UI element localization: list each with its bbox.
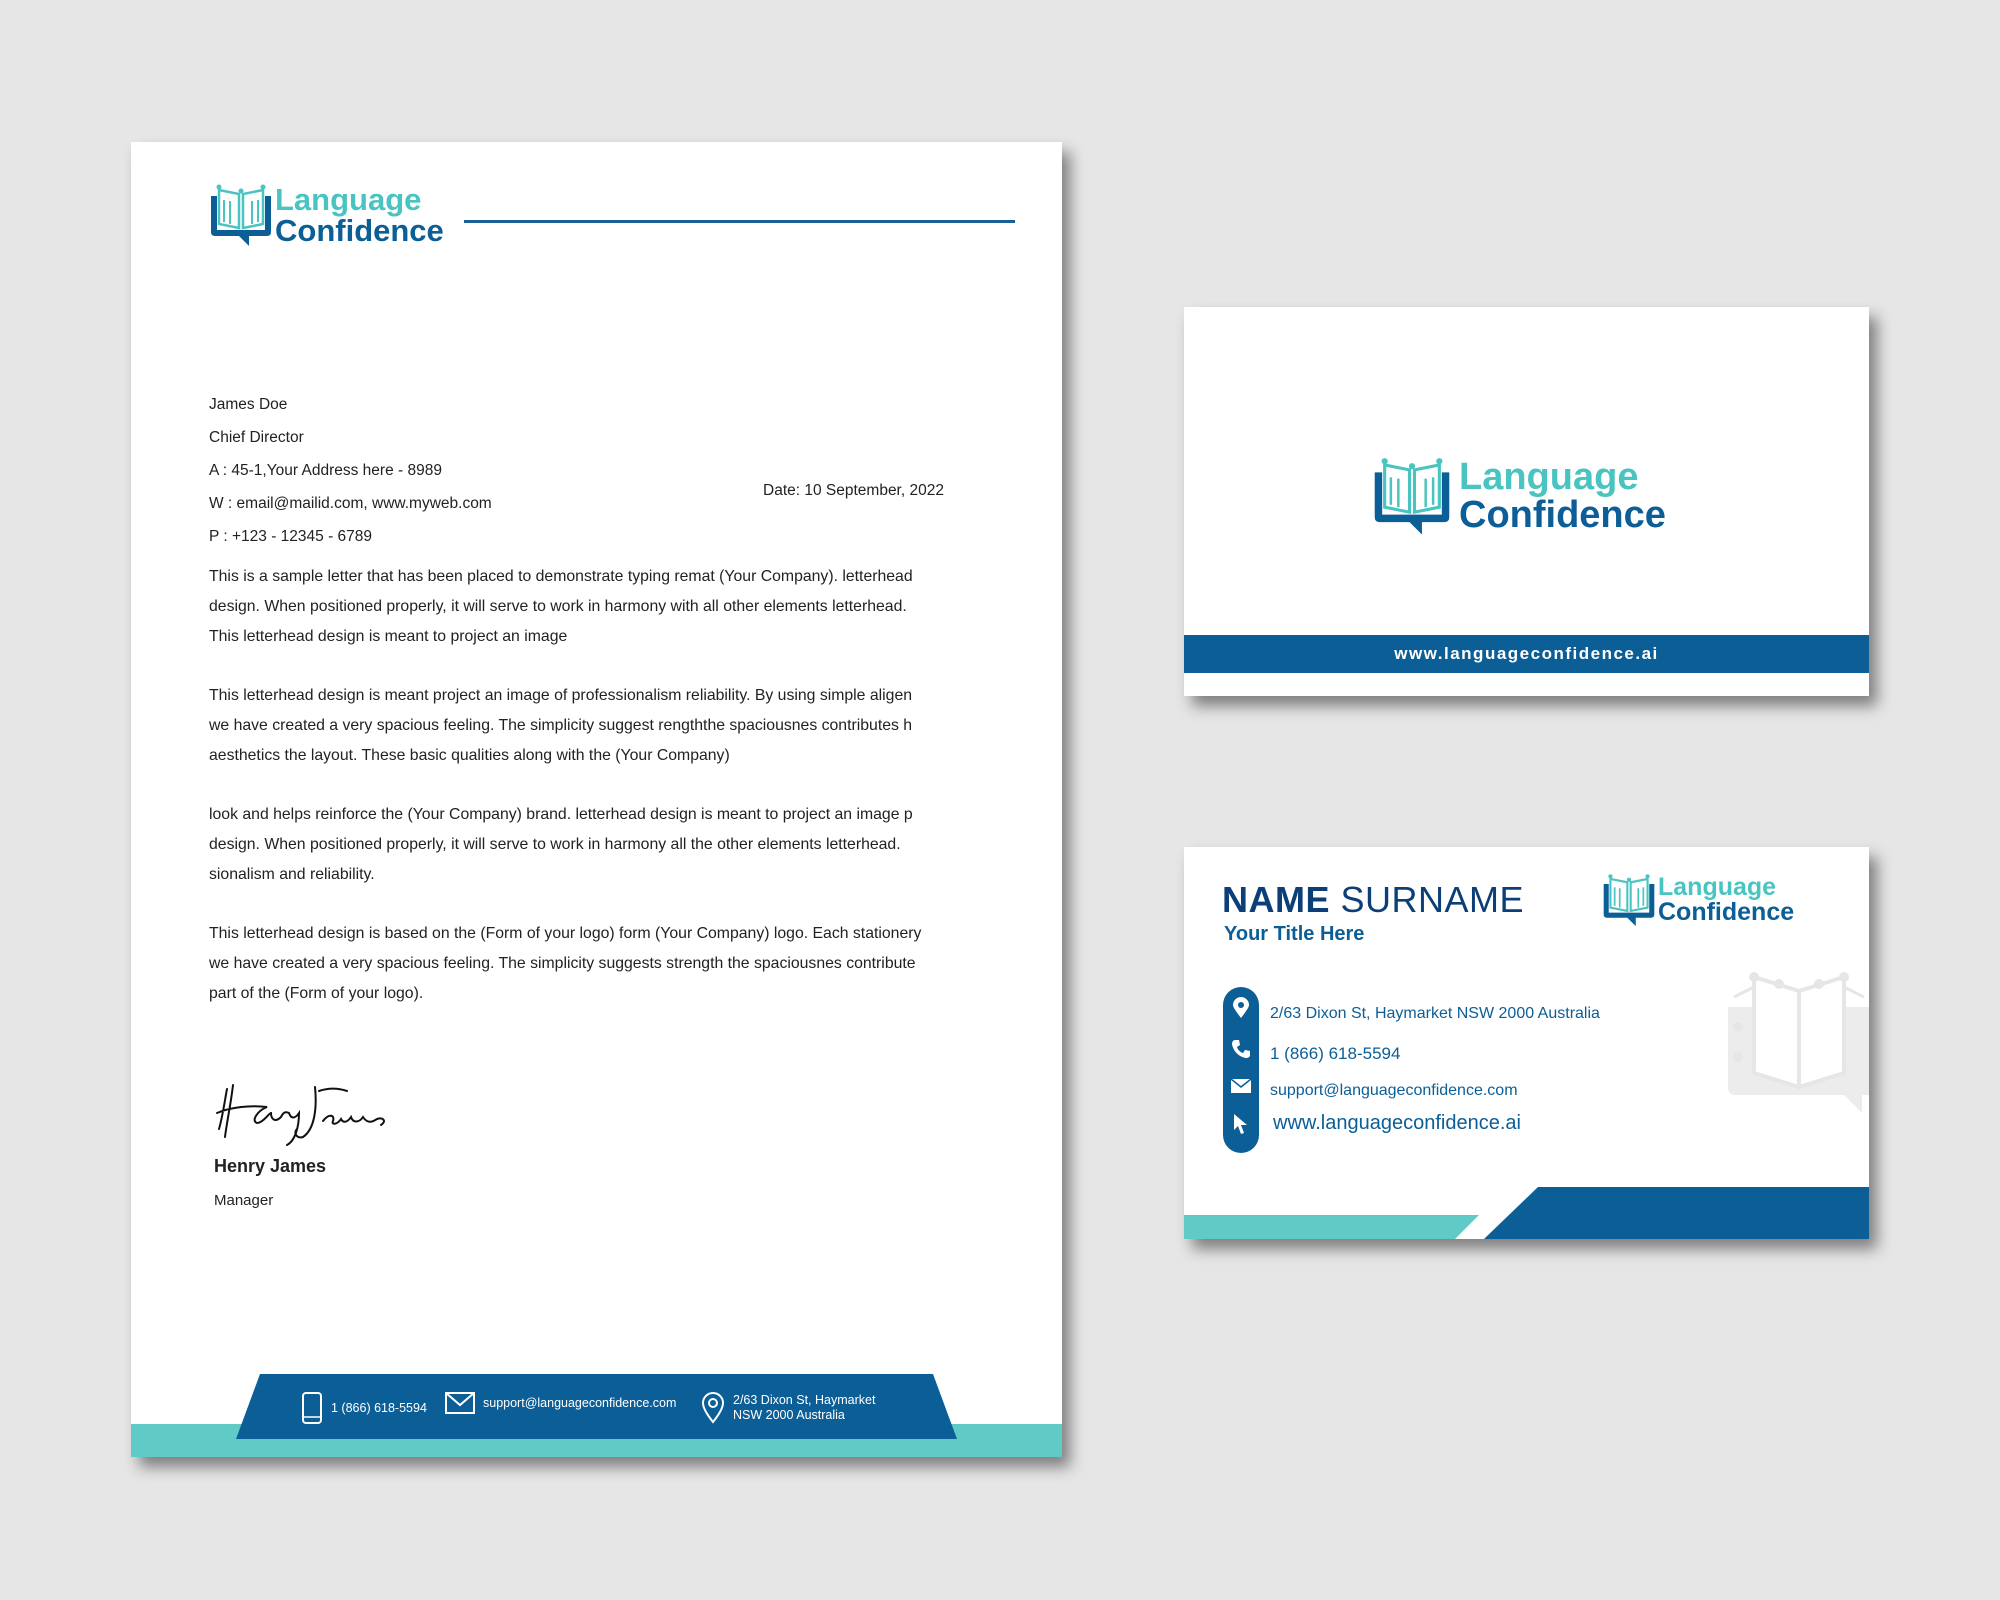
logo-word-language: Language <box>1459 456 1639 498</box>
business-card-back <box>1184 847 1869 1239</box>
footer-phone <box>301 1392 427 1424</box>
footer-phone-text: 1 (866) 618-5594 <box>331 1401 427 1415</box>
handwritten-signature <box>211 1077 401 1147</box>
card-email: support@languageconfidence.com <box>1270 1082 1518 1099</box>
footer-address-text <box>733 1393 875 1423</box>
body-paragraph <box>209 800 921 890</box>
signatory-title: Manager <box>214 1192 274 1209</box>
brand-logo <box>1602 872 1794 928</box>
body-line: we have created a very spacious feeling. The simplicity suggest rengththe spaciousnes contributes h <box>209 717 913 734</box>
body-line: part of the (Form of your logo). <box>209 985 424 1002</box>
website-band <box>1184 635 1869 673</box>
body-line: design. When positioned properly, it will serve to work in harmony all the other elements letterhead. <box>209 836 901 853</box>
sender-block <box>209 388 492 553</box>
body-paragraph <box>209 919 921 1009</box>
footer-address-line-2: NSW 2000 Australia <box>733 1408 845 1422</box>
surname: SURNAME <box>1340 879 1525 920</box>
letter-body <box>209 562 921 1038</box>
card-website: www.languageconfidence.ai <box>1273 1112 1521 1134</box>
phone-icon <box>1223 1039 1259 1059</box>
body-line: we have created a very spacious feeling. The simplicity suggests strength the spaciousnes contribute <box>209 955 916 972</box>
footer-address-line-1: 2/63 Dixon St, Haymarket <box>733 1393 876 1407</box>
envelope-icon <box>1223 1079 1259 1093</box>
signatory-name: Henry James <box>214 1156 327 1176</box>
open-book-logo-icon <box>1369 455 1455 537</box>
sender-phone: P : +123 - 12345 - 6789 <box>209 528 373 545</box>
footer-email-text: support@languageconfidence.com <box>483 1396 677 1410</box>
sender-name: James Doe <box>209 396 288 413</box>
header-rule <box>464 220 1015 223</box>
logo-word-confidence: Confidence <box>1459 494 1666 536</box>
first-name: NAME <box>1222 879 1330 920</box>
mobile-phone-icon <box>301 1392 323 1424</box>
body-paragraph <box>209 681 921 771</box>
open-book-logo-icon <box>1602 872 1656 928</box>
logo-word-confidence: Confidence <box>275 213 444 248</box>
location-pin-icon <box>1223 997 1259 1019</box>
letter-date: Date: 10 September, 2022 <box>763 482 944 499</box>
business-card-front <box>1184 307 1869 696</box>
body-line: This letterhead design is based on the (Form of your logo) form (Your Company) logo. Each stationery <box>209 925 922 942</box>
logo-word-language: Language <box>1658 873 1777 901</box>
cursor-pointer-icon <box>1223 1113 1259 1135</box>
logo-word-confidence: Confidence <box>1658 898 1795 926</box>
open-book-logo-icon <box>209 182 273 248</box>
body-line: This letterhead design is meant to project an image <box>209 628 568 645</box>
sender-role: Chief Director <box>209 429 304 446</box>
footer-address <box>701 1392 875 1424</box>
letterhead-sheet <box>131 142 1062 1457</box>
card-phone: 1 (866) 618-5594 <box>1270 1044 1401 1063</box>
body-line: sionalism and reliability. <box>209 866 375 883</box>
card-front-website: www.languageconfidence.ai <box>1394 644 1659 663</box>
body-paragraph <box>209 562 921 652</box>
card-address: 2/63 Dixon St, Haymarket NSW 2000 Australia <box>1270 1005 1600 1022</box>
brand-logo <box>1369 455 1666 537</box>
card-holder-title: Your Title Here <box>1224 923 1365 945</box>
logo-word-language: Language <box>275 182 422 217</box>
body-line: design. When positioned properly, it will serve to work in harmony with all other elements letterhead. <box>209 598 907 615</box>
envelope-icon <box>445 1392 475 1414</box>
card-holder-name <box>1222 879 1524 921</box>
sender-web: W : email@mailid.com, www.myweb.com <box>209 495 492 512</box>
body-line: look and helps reinforce the (Your Company) brand. letterhead design is meant to project an image p <box>209 806 913 823</box>
body-line: This letterhead design is meant project an image of professionalism reliability. By using simple aligen <box>209 687 913 704</box>
card-teal-stripe <box>1184 1215 1479 1239</box>
body-line: This is a sample letter that has been placed to demonstrate typing remat (Your Company). letterhead <box>209 568 913 585</box>
card-blue-stripe <box>1484 1187 1869 1239</box>
contact-icon-rail <box>1223 987 1259 1153</box>
body-line: aesthetics the layout. These basic qualities along with the (Your Company) <box>209 747 730 764</box>
location-pin-icon <box>701 1392 725 1424</box>
sender-address: A : 45-1,Your Address here - 8989 <box>209 462 442 479</box>
brand-logo <box>209 182 444 248</box>
book-watermark-icon <box>1724 967 1869 1117</box>
footer-email <box>445 1392 676 1414</box>
